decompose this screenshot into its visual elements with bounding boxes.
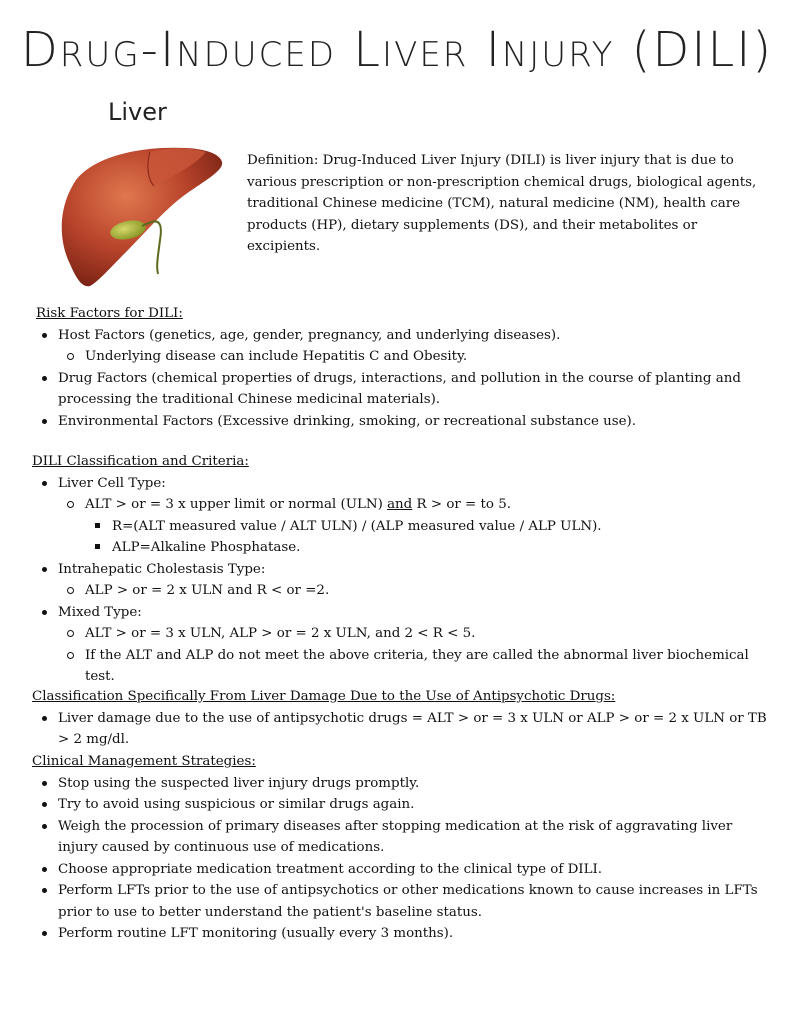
list-item: Try to avoid using suspicious or similar drugs again.	[32, 794, 772, 816]
list-item: If the ALT and ALP do not meet the above criteria, they are called the abnormal liver biochemical test.	[32, 645, 772, 688]
definition-paragraph: Definition: Drug-Induced Liver Injury (DILI) is liver injury that is due to various prescription or non-prescription chemical drugs, biological agents, traditional Chinese medicine (TCM), natural medicine (NM), health care products (HP), dietary supplements (DS), and their metabolites or excipients.	[247, 153, 757, 255]
classification-section	[32, 451, 772, 688]
classification-list	[32, 473, 772, 688]
list-item: Liver damage due to the use of antipsychotic drugs = ALT > or = 3 x ULN or ALP > or = 2 x ULN or TB > 2 mg/dl.	[32, 708, 772, 751]
antipsychotic-heading: Classification Specifically From Liver Damage Due to the Use of Antipsychotic Drugs:	[32, 689, 616, 704]
risk-factors-section	[32, 303, 772, 432]
risk-factors-list	[32, 325, 772, 433]
list-item: Environmental Factors (Excessive drinking, smoking, or recreational substance use).	[32, 411, 772, 433]
liver-label: Liver	[108, 98, 167, 126]
criteria-text: R > or = to 5.	[412, 497, 512, 512]
list-item: Liver Cell Type:	[32, 473, 772, 495]
list-item: Host Factors (genetics, age, gender, pregnancy, and underlying diseases).	[32, 325, 772, 347]
list-item: ALP > or = 2 x ULN and R < or =2.	[32, 580, 772, 602]
list-item: Weigh the procession of primary diseases after stopping medication at the risk of aggravating liver injury caused by continuous use of medications.	[32, 816, 772, 859]
list-item: ALT > or = 3 x ULN, ALP > or = 2 x ULN, and 2 < R < 5.	[32, 623, 772, 645]
page-title: Drug-Induced Liver Injury (DILI)	[20, 22, 774, 78]
management-list	[32, 773, 772, 945]
management-section	[32, 751, 772, 945]
list-item: Perform routine LFT monitoring (usually every 3 months).	[32, 923, 772, 945]
liver-illustration	[46, 140, 226, 292]
list-item: Choose appropriate medication treatment according to the clinical type of DILI.	[32, 859, 772, 881]
list-item: Intrahepatic Cholestasis Type:	[32, 559, 772, 581]
antipsychotic-list	[32, 708, 772, 751]
criteria-and: and	[387, 497, 413, 512]
risk-factors-heading: Risk Factors for DILI:	[36, 306, 183, 321]
list-item: Perform LFTs prior to the use of antipsychotics or other medications known to cause increases in LFTs prior to use to better understand the patient's baseline status.	[32, 880, 772, 923]
antipsychotic-section	[32, 686, 772, 751]
classification-heading: DILI Classification and Criteria:	[32, 454, 249, 469]
criteria-text: ALT > or = 3 x upper limit or normal (ULN)	[85, 497, 388, 512]
management-heading: Clinical Management Strategies:	[32, 754, 256, 769]
list-item: Drug Factors (chemical properties of drugs, interactions, and pollution in the course of planting and processing the traditional Chinese medicinal materials).	[32, 368, 772, 411]
list-item: Underlying disease can include Hepatitis C and Obesity.	[32, 346, 772, 368]
list-item: Mixed Type:	[32, 602, 772, 624]
list-item: R=(ALT measured value / ALT ULN) / (ALP measured value / ALP ULN).	[32, 516, 772, 538]
list-item: Stop using the suspected liver injury drugs promptly.	[32, 773, 772, 795]
list-item	[32, 494, 772, 516]
list-item: ALP=Alkaline Phosphatase.	[32, 537, 772, 559]
